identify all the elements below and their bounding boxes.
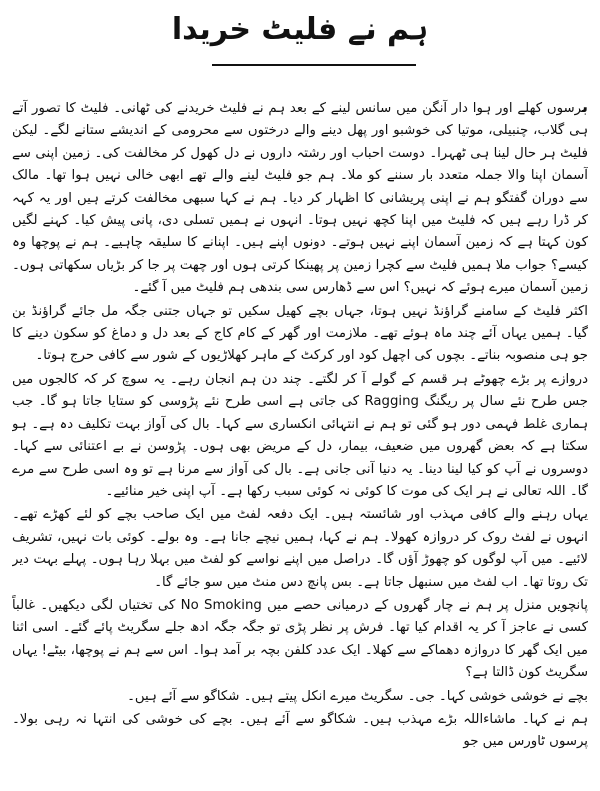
article-body: [12, 96, 588, 786]
paragraph-1: برسوں کھلے اور ہوا دار آنگن میں سانس لینے کے بعد ہم نے فلیٹ خریدنے کی ٹھانی۔ فلیٹ کا تصور آتے ہی گلاب، چنبیلی، موتیا کی خوشبو اور پھل دینے والے درختوں سے محرومی کے اندیشے ستانے لگے۔ لیکن فلیٹ ہر حال لینا ہی ٹھہرا۔ دوست احباب اور رشتہ داروں نے دل کھول کر مخالفت کی۔ زمین اپنی سے آسمان اپنا والا جملہ متعدد بار سننے کو ملا۔ ہم جو فلیٹ لینے والے تھے ابھی خالی نہیں ہوا تھا۔ مالک سے دوران گفتگو ہم نے اپنی پریشانی کا اظہار کر دیا۔ ہم نے کہا سبھی مخالفت کرتے ہیں اور یہ کہہ کر ڈرا رہے ہیں کہ فلیٹ میں اپنا کچھ نہیں ہوتا۔ انہوں نے ہمیں تسلی دی، پانی پیش کیا۔ کہنے لگیں کون کہتا ہے کہ زمین آسمان اپنے نہیں ہوتے۔ دونوں اپنے ہیں۔ اپنانے کا سلیقہ چاہیے۔ ہم نے پوچھا وہ کیسے؟ جواب ملا ہمیں فلیٹ سے کچرا زمین پر پھینکا کرتی ہوں اور چھت پر جا کر بڑیاں سکھاتی ہوں۔ زمین آسمان میرے ہوئے کہ نہیں؟ اس سے ڈھارس سی بندھی ہم فلیٹ میں آ گئے۔: [12, 97, 588, 296]
paragraph-5: پانچویں منزل پر ہم نے چار گھروں کے درمیانی حصے میں No Smoking کی تختیاں لگی دیکھیں۔ غالباً کسی نے عاجز آ کر یہ اقدام کیا تھا۔ فرش پر نظر پڑی تو جگہ جگہ ادھ جلے سگریٹ پائے گئے۔ اسی اثنا میں ایک گھر کا دروازہ دھماکے سے کھلا۔ ایک عدد کلفن بچہ بر آمد ہوا۔ اس سے ہم نے پوچھا، بیٹے! یہاں سگریٹ کون ڈالتا ہے؟: [12, 597, 588, 681]
paragraph-2: اکثر فلیٹ کے سامنے گراؤنڈ نہیں ہوتا، جہاں بچے کھیل سکیں تو جہاں جتنی جگہ مل جائے گراؤنڈ بن گیا۔ ہمیں یہاں آئے چند ماہ ہوئے تھے۔ ملازمت اور گھر کے کام کاج کے بعد دل و دماغ کو سکون دینے کا جو ہی منصوبہ بناتے۔ بچوں کی اچھل کود اور کرکٹ کے ماہر کھلاڑیوں کے شور سے کافی حرج ہوتا۔: [12, 303, 588, 364]
paragraph-3: دروازے پر بڑے چھوٹے ہر قسم کے گولے آ کر لگتے۔ چند دن ہم انجان رہے۔ یہ سوچ کر کہ کالجوں میں جس طرح نئے سال پر ریگنگ Ragging کی جاتی ہے اسی طرح نئے پڑوسی کو ستایا جاتا ہو گا۔ جب ہماری غلط فہمی دور ہو گئی تو ہم نے انتہائی انکساری سے کہا۔ بال کی آواز بہت تکلیف دہ ہے۔ ہو سکتا ہے کہ بعض گھروں میں ضعیف، بیمار، دل کے مریض بھی ہوں۔ پڑوسن نے بے اعتنائی سے کہا۔ دوسروں نے آپ کو کیا لینا دینا۔ یہ دنیا آنی جانی ہے۔ بال کی آواز سے مرنا ہے تو وہ اسی طرح سے مرے گا۔ اللہ تعالی نے ہر ایک کی موت کا کوئی نہ کوئی سبب رکھا ہے۔ آپ اپنی خیر منائیے۔: [12, 371, 588, 499]
title-underline: [212, 64, 416, 66]
article-title: ہم نے فلیٹ خریدا: [171, 12, 429, 47]
paragraph-7: ہم نے کہا۔ ماشاءاللہ بڑے مہذب ہیں۔ شکاگو سے آئے ہیں۔ بچے کی خوشی کی انتہا نہ رہی بولا۔ پرسوں ٹاورس میں جو: [12, 711, 588, 750]
paragraph-4: یہاں رہنے والے کافی مہذب اور شائستہ ہیں۔ ایک دفعہ لفٹ میں ایک صاحب بچے کو لئے کھڑے تھے۔ انہوں نے لفٹ روک کر دروازہ کھولا۔ ہم نے کہا، ہمیں نیچے جانا ہے۔ وہ بولے۔ کوئی بات نہیں، تشریف لائیے۔ میں آپ لوگوں کو چھوڑ آؤں گا۔ دراصل میں اپنے نواسے کو لفٹ میں بہلا رہا ہوں۔ پہلے بہت دیر تک روتا تھا۔ اب لفٹ میں سنبھل جاتا ہے۔ بس پانچ دس منٹ میں سو جائے گا۔: [12, 507, 588, 590]
paragraph-6: بچے نے خوشی خوشی کہا۔ جی۔ سگریٹ میرے انکل پیتے ہیں۔ شکاگو سے آئے ہیں۔: [127, 688, 588, 704]
